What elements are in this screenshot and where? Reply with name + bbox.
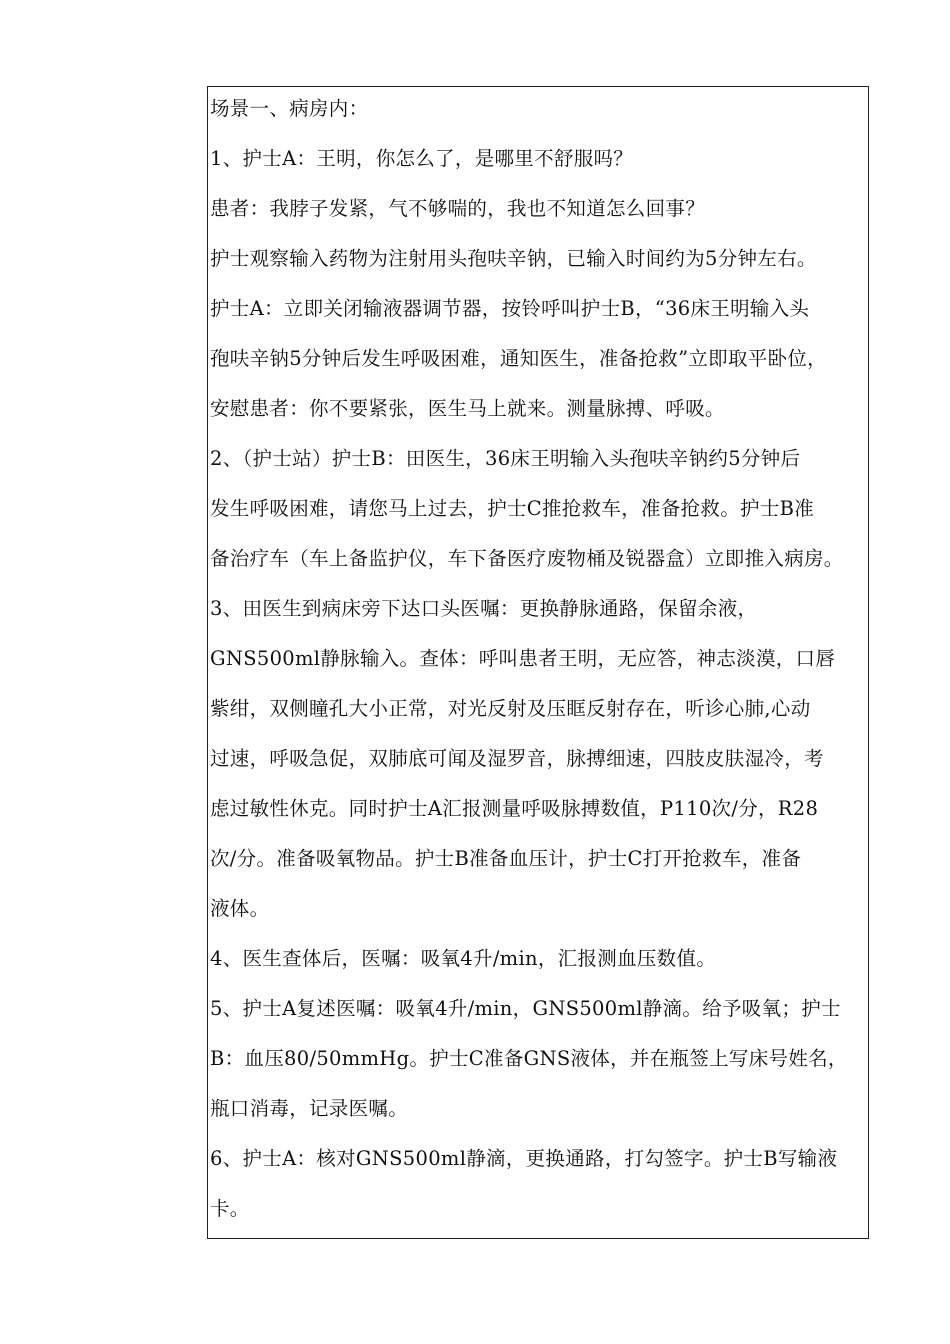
document-line: 虑过敏性休克。同时护士A汇报测量呼吸脉搏数值，P110次/分，R28: [210, 797, 819, 820]
document-line: 5、护士A复述医嘱：吸氧4升/min，GNS500ml静滴。给予吸氧；护士: [210, 997, 841, 1020]
document-line: 6、护士A：核对GNS500ml静滴，更换通路，打勾签字。护士B写输液: [210, 1147, 838, 1170]
document-line: 护士A：立即关闭输液器调节器，按铃呼叫护士B，“36床王明输入头: [210, 297, 810, 320]
document-line: 次/分。准备吸氧物品。护士B准备血压计，护士C打开抢救车，准备: [210, 847, 802, 870]
document-line: 场景一、病房内：: [210, 97, 369, 120]
document-line: 备治疗车（车上备监护仪，车下备医疗废物桶及锐器盒）立即推入病房。: [210, 547, 844, 570]
document-line: 4、医生查体后，医嘱：吸氧4升/min，汇报测血压数值。: [210, 947, 717, 970]
document-line: B：血压80/50mmHg。护士C准备GNS液体，并在瓶签上写床号姓名，: [210, 1047, 848, 1070]
document-line: 安慰患者：你不要紧张，医生马上就来。测量脉搏、呼吸。: [210, 397, 725, 420]
document-line: 瓶口消毒，记录医嘱。: [210, 1097, 409, 1120]
document-line: 3、田医生到病床旁下达口头医嘱：更换静脉通路，保留余液，: [210, 597, 758, 620]
document-line: 卡。: [210, 1197, 250, 1220]
document-line: 液体。: [210, 897, 270, 920]
document-line: 过速，呼吸急促，双肺底可闻及湿罗音，脉搏细速，四肢皮肤湿冷，考: [210, 747, 824, 770]
document-table-cell: [207, 86, 869, 1239]
document-line: 紫绀，双侧瞳孔大小正常，对光反射及压眶反射存在，听诊心肺,心动: [210, 697, 811, 720]
document-line: 患者：我脖子发紧，气不够喘的，我也不知道怎么回事？: [210, 197, 706, 220]
document-line: 发生呼吸困难，请您马上过去，护士C推抢救车，准备抢救。护士B准: [210, 497, 815, 520]
document-line: 护士观察输入药物为注射用头孢呋辛钠，已输入时间约为5分钟左右。: [210, 247, 817, 270]
document-line: GNS500ml静脉输入。查体：呼叫患者王明，无应答，神志淡漠，口唇: [210, 647, 836, 670]
document-line: 2、（护士站）护士B：田医生，36床王明输入头孢呋辛钠约5分钟后: [210, 447, 801, 470]
document-line: 孢呋辛钠5分钟后发生呼吸困难，通知医生，准备抢救”立即取平卧位，: [210, 347, 827, 370]
document-line: 1、护士A：王明，你怎么了，是哪里不舒服吗？: [210, 147, 634, 170]
